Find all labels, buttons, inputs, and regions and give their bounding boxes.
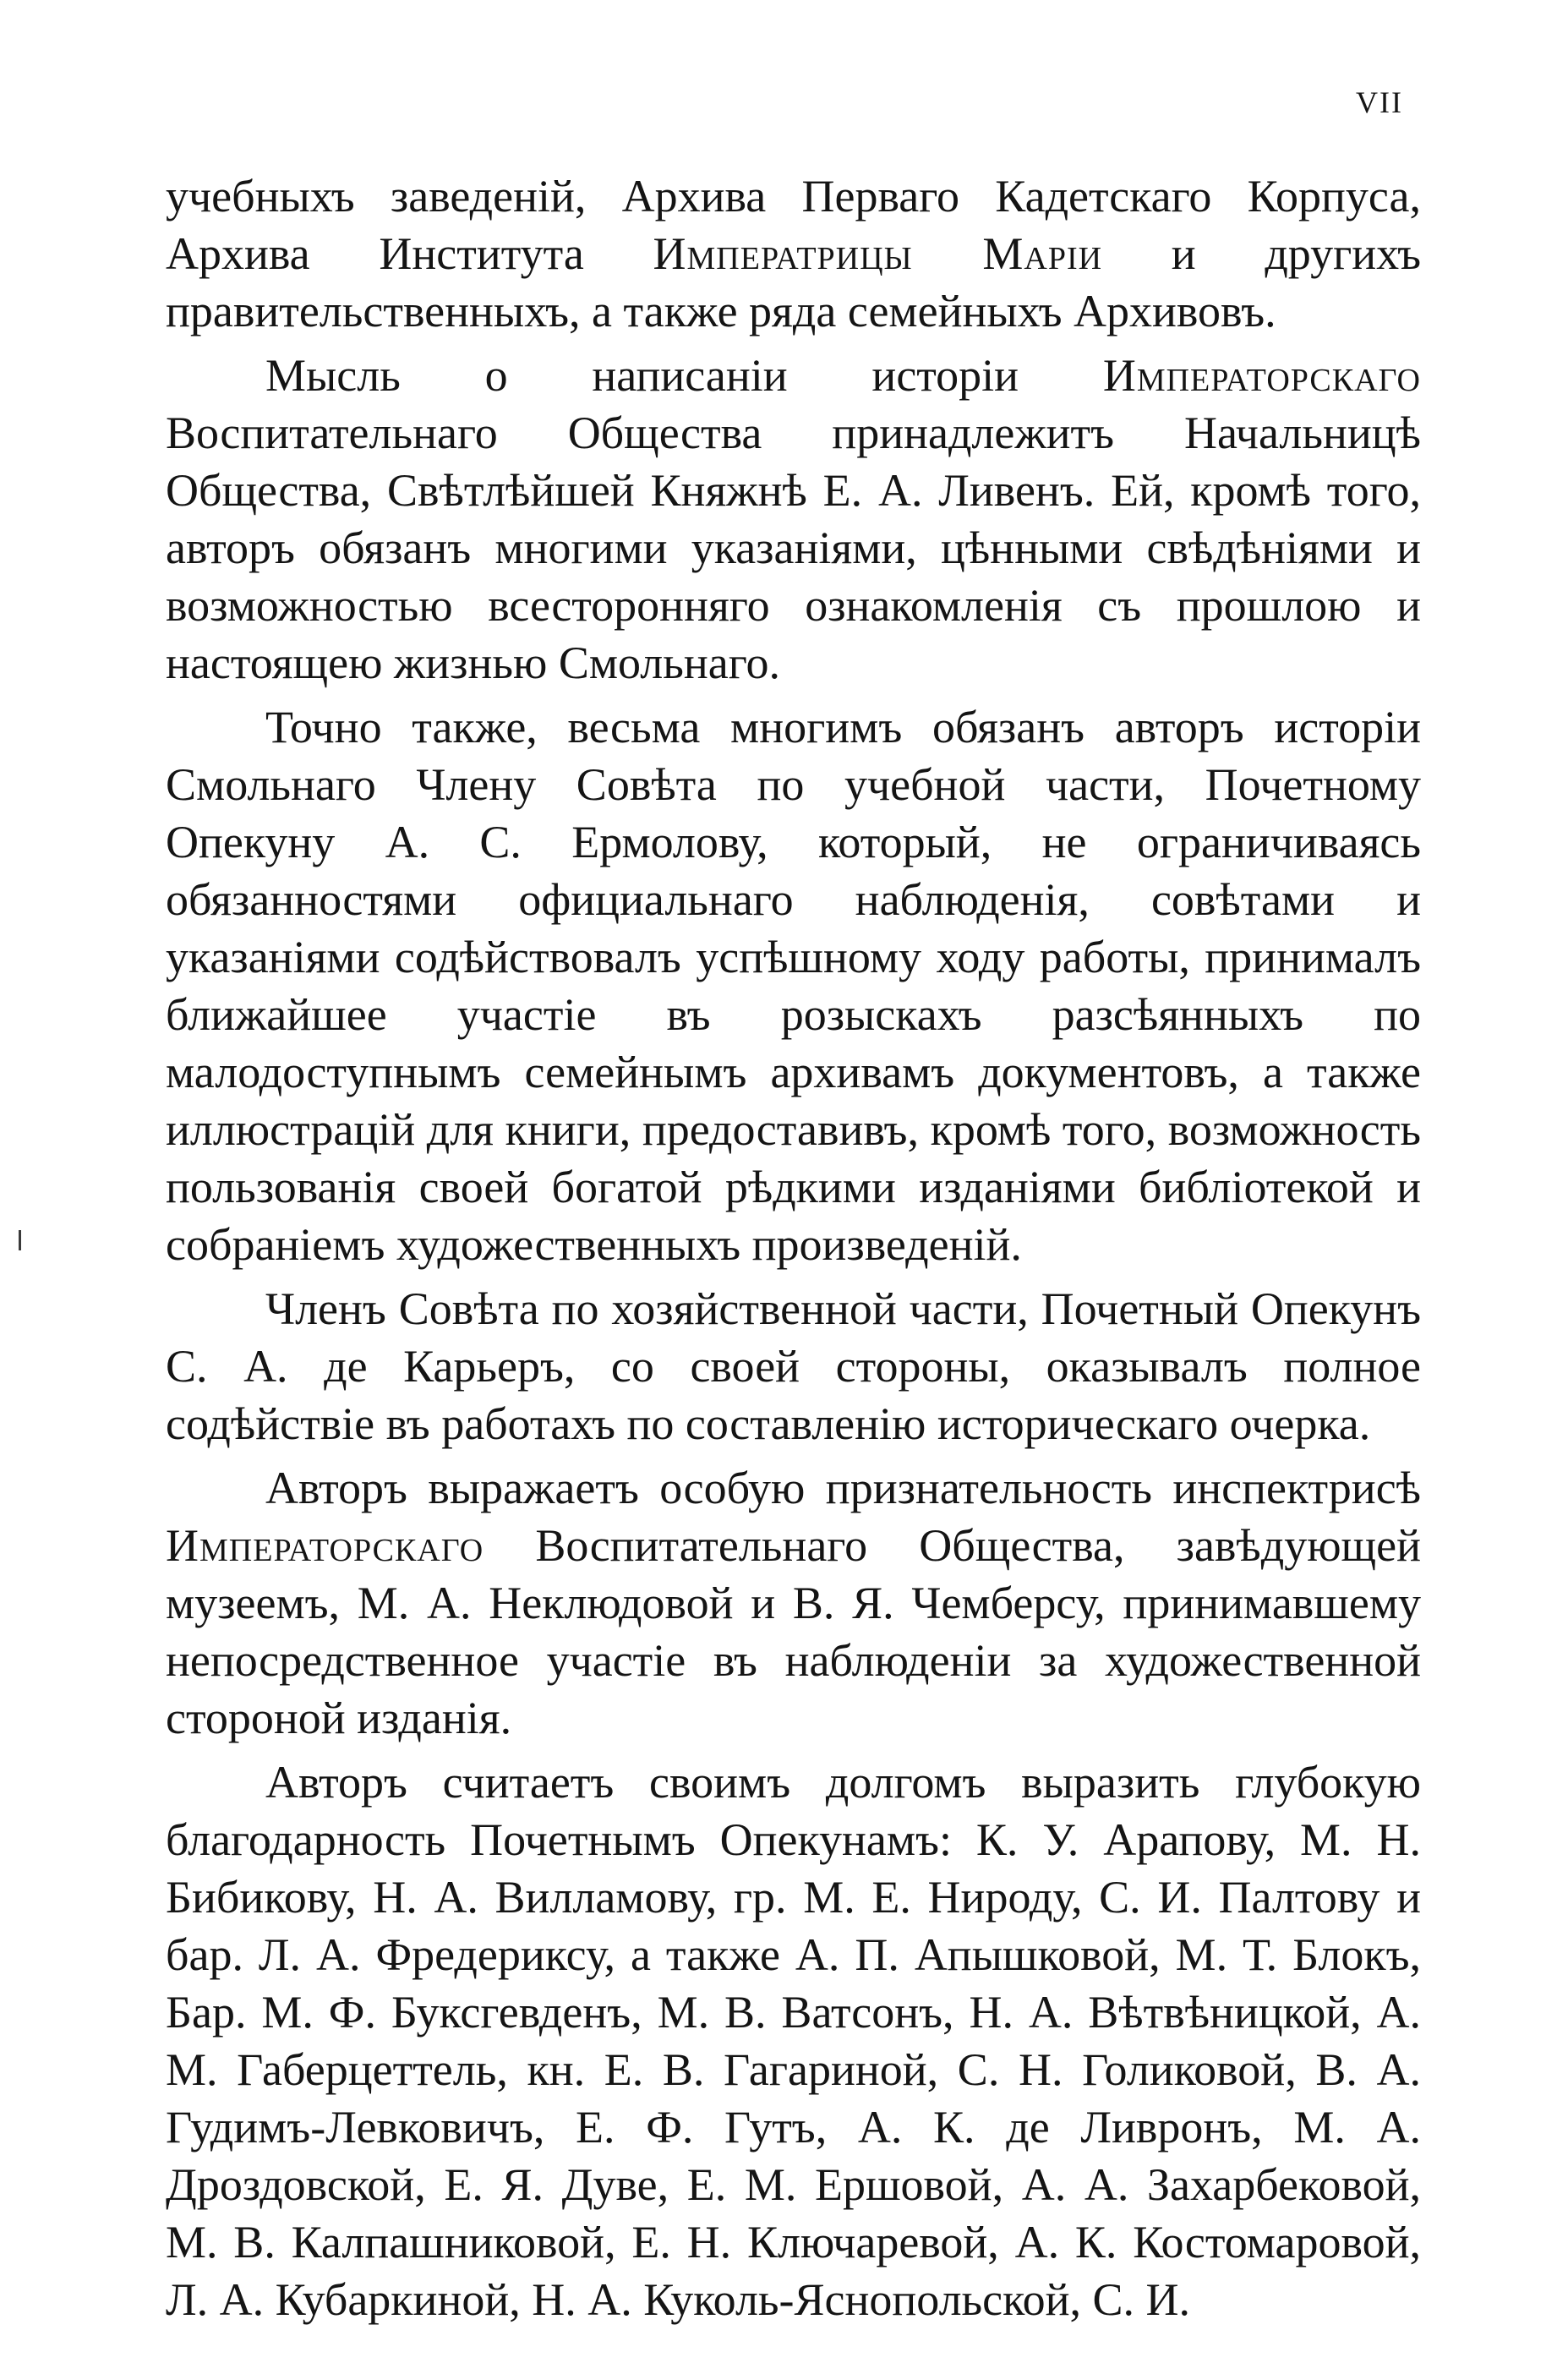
paragraph bbox=[166, 1459, 1421, 1747]
page-number: VII bbox=[1356, 85, 1403, 119]
paragraph-text: Авторъ считаетъ своимъ долгомъ выразить глубокую благодарность Почетнымъ Опекунамъ: К. У. Арапову, М. Н. Бибикову, Н. А. Вилламову, гр. М. Е. Нироду, С. И. Палтову и бар. Л. А. Фредериксу, а также А. П. Апышковой, М. Т. Блокъ, Бар. М. Ф. Буксгевденъ, М. В. Ватсонъ, Н. А. Вѣтвѣницкой, А. М. Габерцеттель, кн. Е. В. Гагариной, С. Н. Голиковой, В. А. Гудимъ-Левковичъ, Е. Ф. Гутъ, А. К. де Ливронъ, М. А. Дроздовской, Е. Я. Дуве, Е. М. Ершовой, А. А. Захарбековой, М. В. Калпашниковой, Е. Н. Ключаревой, А. К. Костомаровой, Л. А. Кубаркиной, Н. А. Куколь-Яснопольской, С. И. bbox=[166, 1757, 1421, 2325]
small-caps-text: Императорскаго bbox=[1102, 350, 1421, 401]
paragraph-text: Воспитательнаго Общества принадлежитъ Начальницѣ Общества, Свѣтлѣйшей Княжнѣ Е. А. Ливенъ. Ей, кромѣ того, авторъ обязанъ многими указаніями, цѣнными свѣдѣніями и возможностью всесторонняго ознакомленія съ прошлою и настоящею жизнью Смольнаго. bbox=[166, 408, 1421, 688]
paragraph bbox=[166, 1753, 1421, 2328]
paragraph bbox=[166, 1280, 1421, 1452]
paragraph-text: Авторъ выражаетъ особую признательность инспектрисѣ bbox=[265, 1463, 1421, 1513]
paragraph-text: Точно также, весьма многимъ обязанъ авторъ исторіи Смольнаго Члену Совѣта по учебной части, Почетному Опекуну А. С. Ермолову, который, не ограничиваясь обязанностями официальнаго наблюденія, совѣтами и указаніями содѣйствовалъ успѣшному ходу работы, принималъ ближайшее участіе въ розыскахъ разсѣянныхъ по малодоступнымъ семейнымъ архивамъ документовъ, а также иллюстрацій для книги, предоставивъ, кромѣ того, возможность пользованія своей богатой рѣдкими изданіями библіотекой и собраніемъ художественныхъ произведеній. bbox=[166, 702, 1421, 1270]
paragraph-text: Воспитательнаго Общества, завѣдующей музеемъ, М. А. Неклюдовой и В. Я. Чемберсу, принимавшему непосредственное участіе въ наблюденіи за художественной стороной изданія. bbox=[166, 1520, 1421, 1743]
small-caps-text: Императорскаго bbox=[166, 1520, 484, 1571]
paragraph-text: Мысль о написаніи исторіи bbox=[265, 350, 1103, 401]
small-caps-text: Императрицы Маріи bbox=[653, 228, 1103, 279]
paragraph-text: учебныхъ заведеній, Архива Перваго Кадетскаго Корпуса, Архива Института bbox=[166, 171, 1421, 279]
paragraph bbox=[166, 347, 1421, 692]
margin-mark bbox=[19, 1230, 21, 1250]
paragraph bbox=[166, 167, 1421, 340]
paragraph-text: и другихъ правительственныхъ, а также ряда семейныхъ Архивовъ. bbox=[166, 228, 1422, 336]
paragraph-text: Членъ Совѣта по хозяйственной части, Почетный Опекунъ С. А. де Карьеръ, со своей стороны, оказывалъ полное содѣйствіе въ работахъ по составленію историческаго очерка. bbox=[166, 1283, 1421, 1449]
body-text bbox=[166, 167, 1421, 2328]
paragraph bbox=[166, 698, 1421, 1273]
